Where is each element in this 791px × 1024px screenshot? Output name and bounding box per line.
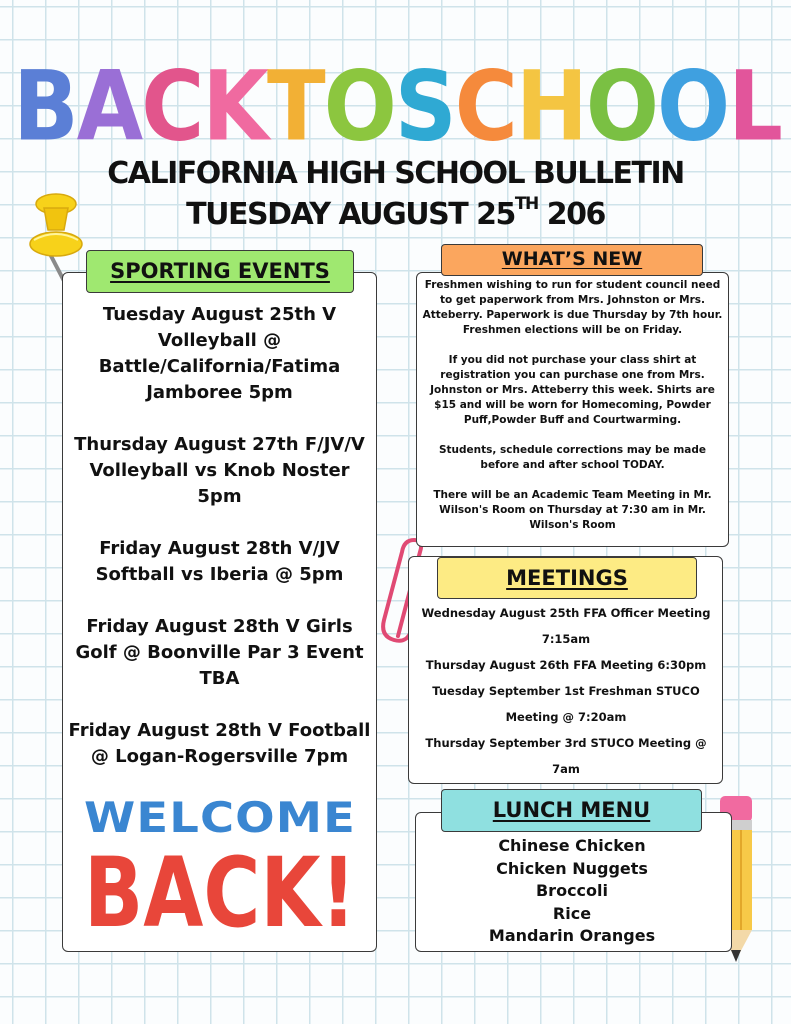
meeting-line: Thursday August 26th FFA Meeting 6:30pm [425, 658, 707, 672]
title-letter: C [141, 51, 203, 163]
lunch-menu-item: Chicken Nuggets [496, 858, 648, 878]
lunch-menu-list [417, 835, 727, 948]
sporting-event-item: Friday August 28th V Football @ Logan-Rogersville 7pm [68, 720, 371, 767]
announcement-paragraph: If you did not purchase your class shirt at registration you can purchase one from Mrs. Johnston or Mrs. Atteberry this week. Shirts are $15 and will be worn for Homecoming, Powder Puff,Powder Buff and Courtwarming. [430, 354, 715, 426]
welcome-text: WELCOME [84, 793, 356, 842]
lunch-menu-heading: LUNCH MENU [441, 789, 702, 832]
whats-new-body [420, 278, 725, 548]
date-tail: 206 [537, 197, 605, 232]
announcement-paragraph: Students, schedule corrections may be made before and after school TODAY. [438, 444, 707, 471]
sporting-event-item: Friday August 28th V Girls Golf @ Boonville Par 3 Event TBA [75, 616, 364, 689]
title-letter: S [394, 51, 455, 163]
title-letter: O [323, 51, 395, 163]
announcement-paragraph: There will be an Academic Team Meeting in Mr. Wilson's Room on Thursday at 7:30 am in Mr. Wilson's Room [433, 489, 712, 531]
whats-new-heading: WHAT’S NEW [441, 244, 703, 276]
announcement-paragraph: Freshmen wishing to run for student council need to get paperwork from Mrs. Johnston or Mrs. Atteberry. Paperwork is due Thursday by 7th hour. Freshmen elections will be on Friday. [422, 279, 723, 336]
title-letter: L [728, 51, 781, 163]
bulletin-subtitle: CALIFORNIA HIGH SCHOOL BULLETIN [107, 156, 684, 191]
lunch-menu-item: Broccoli [535, 881, 608, 900]
title-letter: C [454, 51, 516, 163]
sporting-event-item: Tuesday August 25th V Volleyball @ Battle/California/Fatima Jamboree 5pm [98, 304, 341, 403]
bulletin-date [0, 194, 791, 232]
meeting-line: Meeting @ 7:20am [505, 710, 627, 724]
back-to-school-title [13, 51, 781, 163]
sporting-events-list [66, 302, 373, 796]
lunch-menu-item: Rice [552, 903, 592, 923]
lunch-menu-item: Mandarin Oranges [488, 926, 656, 945]
title-letter: K [202, 51, 268, 163]
meetings-body [411, 600, 721, 782]
date-prefix: TUESDAY AUGUST 25 [186, 197, 515, 232]
title-letter: T [267, 51, 324, 163]
title-letter: B [13, 51, 77, 163]
sporting-event-item: Thursday August 27th F/JV/V Volleyball vs Knob Noster 5pm [74, 434, 365, 507]
title-letter: O [585, 51, 657, 163]
meeting-line: 7:15am [541, 632, 591, 646]
welcome-back-graphic [80, 793, 360, 949]
meeting-line: Wednesday August 25th FFA Officer Meeting [421, 606, 711, 620]
meeting-line: Tuesday September 1st Freshman STUCO [432, 684, 700, 698]
back-text: BACK! [84, 837, 356, 949]
meetings-heading: MEETINGS [437, 557, 697, 599]
title-letter: H [515, 51, 586, 163]
sporting-events-heading: SPORTING EVENTS [86, 250, 354, 293]
title-letter: O [656, 51, 729, 163]
meeting-line: Thursday September 3rd STUCO Meeting @ 7am [425, 736, 707, 776]
title-letter: A [76, 51, 142, 163]
sporting-event-item: Friday August 28th V/JV Softball vs Iberia @ 5pm [95, 538, 344, 585]
lunch-menu-item: Chinese Chicken [498, 836, 646, 855]
date-suffix: TH [514, 194, 538, 214]
